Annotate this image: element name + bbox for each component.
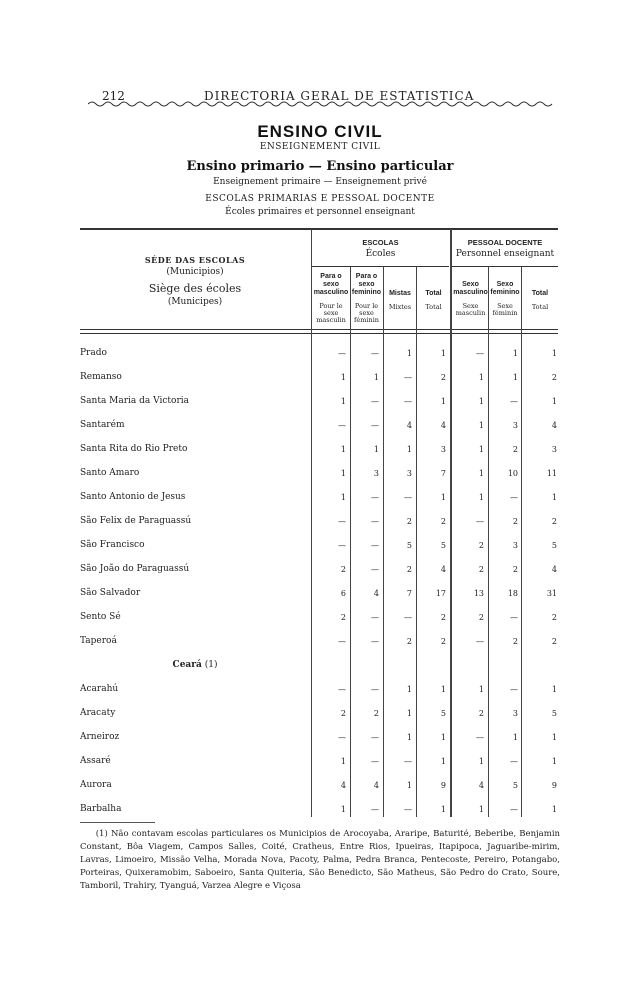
row-municipio-name: Prado [80, 348, 107, 358]
row-municipio-name: Assaré [80, 756, 111, 766]
table-cell: 1 [478, 805, 484, 814]
header-sede: SÉDE DAS ESCOLAS [144, 255, 246, 265]
row-municipio-name: Aracaty [80, 708, 116, 718]
header-siege: Siège des écoles [148, 282, 242, 295]
table-cell: 4 [478, 781, 484, 790]
table-cell: 1 [340, 757, 346, 766]
col-header-masc: Para o sexo masculino Pour le sexe masculin [313, 273, 349, 324]
table-cell: — [404, 373, 412, 382]
table-cell: — [371, 757, 379, 766]
row-municipio-name: Barbalha [80, 804, 122, 814]
footnote-text: Não contavam escolas particulares os Municipios de Arocoyaba, Araripe, Baturité, Beberibe, Benjamin Constant, Bôa Viagem, Campos Salles, Coité, Cratheus, Entre Rios, Ipueiras, Itapipoca, Jaguaribe-mirim, Lavras, Limoeiro, Missão Velha, Morada Nova, Pacoty, Palma, Pedra Branca, Pentecoste, Pereiro, Potangabo, Porteiras, Quixeramobim, Saboeiro, Santa Quiteria, São Benedicto, São Matheus, São Pedro do Crato, Soure, Tamboril, Trahiry, Tyanguá, Varzea Alegre e Viçosa [80, 829, 561, 891]
table-cell: 2 [406, 565, 412, 574]
table-cell: 2 [551, 637, 557, 646]
table-cell: 2 [478, 541, 484, 550]
table-cell: 4 [340, 781, 346, 790]
header-bottom-rule [80, 329, 558, 330]
table-cell: 9 [551, 781, 557, 790]
table-cell: 1 [478, 685, 484, 694]
table-cell: 4 [551, 421, 557, 430]
table-cell: 2 [512, 517, 518, 526]
table-cell: 5 [440, 709, 446, 718]
table-cell: — [404, 805, 412, 814]
table-cell: 5 [551, 541, 557, 550]
table-cell: 1 [440, 685, 446, 694]
table-cell: 13 [473, 589, 484, 598]
table-cell: 2 [551, 613, 557, 622]
table-cell: 2 [373, 709, 379, 718]
table-cell: 1 [551, 733, 557, 742]
col-header-pessoal-total: Total Total [531, 290, 549, 311]
main-title-fr: ENSEIGNEMENT CIVIL [259, 142, 381, 152]
header-pessoal: PESSOAL DOCENTE [467, 238, 543, 247]
table-cell: 1 [440, 733, 446, 742]
header-escolas: ESCOLAS [362, 238, 399, 247]
table-cell: — [371, 565, 379, 574]
table-cell: — [371, 541, 379, 550]
table-cell: 1 [478, 445, 484, 454]
table-cell: 9 [440, 781, 446, 790]
table-cell: 6 [340, 589, 346, 598]
table-cell: — [371, 421, 379, 430]
table-cell: 1 [440, 805, 446, 814]
col-header-total: Total Total [425, 290, 442, 311]
table-cell: 2 [340, 565, 346, 574]
table-cell: 5 [551, 709, 557, 718]
table-cell: — [338, 517, 346, 526]
table-cell: 17 [435, 589, 446, 598]
table-cell: — [476, 733, 484, 742]
running-title: DIRECTORIA GERAL DE ESTATISTICA [204, 89, 475, 103]
main-title: ENSINO CIVIL [257, 122, 383, 141]
table-cell: 1 [340, 469, 346, 478]
footnote-mark: (1) [95, 829, 108, 839]
table-cell: 2 [512, 637, 518, 646]
footnote-rule [80, 822, 155, 823]
table-cell: — [510, 613, 518, 622]
row-municipio-name: Aurora [80, 780, 112, 790]
table-cell: 2 [478, 565, 484, 574]
col-header-pessoal-masc: Sexo masculino Sexe masculin [453, 281, 488, 317]
table-top-rule [80, 228, 558, 230]
table-cell: 2 [340, 709, 346, 718]
table-cell: 1 [512, 733, 518, 742]
table-cell: 4 [551, 565, 557, 574]
table-cell: 2 [478, 613, 484, 622]
footnote [80, 828, 560, 893]
table-cell: 1 [340, 493, 346, 502]
table-cell: — [476, 517, 484, 526]
header-bottom-rule-2 [80, 333, 558, 334]
table-cell: 1 [340, 397, 346, 406]
row-municipio-name: Remanso [80, 372, 122, 382]
table-cell: 2 [478, 709, 484, 718]
group-rule-pessoal [452, 266, 558, 267]
table-cell: 10 [507, 469, 518, 478]
table-cell: 1 [440, 493, 446, 502]
row-municipio-name: São Francisco [80, 540, 145, 550]
table-cell: 3 [512, 541, 518, 550]
table-cell: 1 [340, 805, 346, 814]
table-cell: — [338, 685, 346, 694]
table-cell: 1 [551, 397, 557, 406]
table-cell: 1 [551, 349, 557, 358]
table-title: ESCOLAS PRIMARIAS E PESSOAL DOCENTE [205, 194, 435, 204]
table-cell: — [371, 517, 379, 526]
row-municipio-name: São Felix de Paraguassú [80, 516, 192, 526]
row-municipio-name: Acarahú [80, 684, 119, 694]
table-cell: 1 [440, 397, 446, 406]
table-cell: 1 [478, 757, 484, 766]
table-cell: — [371, 349, 379, 358]
header-pessoal-fr: Personnel enseignant [455, 249, 555, 259]
table-cell: 2 [512, 565, 518, 574]
table-cell: 1 [340, 445, 346, 454]
table-cell: — [510, 493, 518, 502]
table-cell: 1 [551, 805, 557, 814]
table-cell: — [371, 733, 379, 742]
table-cell: 5 [440, 541, 446, 550]
table-cell: 2 [440, 373, 446, 382]
table-cell: 2 [340, 613, 346, 622]
table-cell: — [404, 493, 412, 502]
table-cell: 2 [440, 517, 446, 526]
table-cell: 2 [406, 517, 412, 526]
table-cell: 1 [340, 373, 346, 382]
table-cell: 1 [551, 685, 557, 694]
group-rule-escolas [311, 266, 449, 267]
table-cell: 1 [373, 373, 379, 382]
table-cell: 3 [373, 469, 379, 478]
table-cell: 3 [406, 469, 412, 478]
table-cell: — [404, 613, 412, 622]
table-cell: 1 [406, 733, 412, 742]
table-cell: 1 [440, 757, 446, 766]
table-cell: 2 [440, 613, 446, 622]
table-cell: 1 [512, 373, 518, 382]
subtitle: Ensino primario — Ensino particular [186, 159, 454, 174]
table-cell: 1 [406, 349, 412, 358]
col-header-fem: Para o sexo feminino Pour le sexe féminin [351, 273, 382, 324]
table-cell: 5 [512, 781, 518, 790]
table-cell: 1 [478, 469, 484, 478]
table-cell: 31 [546, 589, 557, 598]
row-municipio-name: Santa Maria da Victoria [80, 396, 189, 406]
table-cell: 1 [478, 421, 484, 430]
row-municipio-name: Santarém [80, 420, 125, 430]
table-cell: 2 [551, 517, 557, 526]
table-cell: 4 [440, 565, 446, 574]
row-municipio-name: Santo Antonio de Jesus [80, 492, 186, 502]
table-cell: 1 [406, 445, 412, 454]
table-cell: — [338, 541, 346, 550]
row-municipio-name: Santa Rita do Rio Preto [80, 444, 188, 454]
table-cell: 1 [406, 709, 412, 718]
table-cell: — [338, 349, 346, 358]
row-municipio-name: São João do Paraguassú [80, 564, 190, 574]
col-sep [450, 229, 452, 817]
page-number: 212 [102, 89, 125, 103]
table-cell: — [510, 805, 518, 814]
table-title-fr: Écoles primaires et personnel enseignant [225, 207, 415, 217]
table-cell: — [476, 349, 484, 358]
table-cell: 1 [512, 349, 518, 358]
table-cell: — [371, 493, 379, 502]
row-municipio-name: Santo Amaro [80, 468, 140, 478]
section-heading-ceara: Ceará (1) [172, 660, 218, 670]
table-cell: 1 [551, 757, 557, 766]
table-cell: — [371, 637, 379, 646]
table-cell: 2 [512, 445, 518, 454]
table-cell: — [510, 397, 518, 406]
table-cell: 18 [507, 589, 518, 598]
table-cell: — [371, 613, 379, 622]
table-cell: 1 [373, 445, 379, 454]
table-cell: 1 [406, 685, 412, 694]
table-cell: 3 [551, 445, 557, 454]
table-cell: — [371, 805, 379, 814]
table-cell: — [338, 421, 346, 430]
table-cell: 7 [440, 469, 446, 478]
header-escolas-fr: Écoles [365, 249, 396, 259]
table-cell: 1 [406, 781, 412, 790]
table-cell: 1 [478, 493, 484, 502]
subtitle-fr: Enseignement primaire — Enseignement privé [213, 177, 427, 187]
row-municipio-name: Sento Sé [80, 612, 121, 622]
table-cell: 4 [440, 421, 446, 430]
table-cell: 3 [512, 421, 518, 430]
table-cell: — [371, 397, 379, 406]
table-cell: 1 [478, 397, 484, 406]
table-cell: 3 [512, 709, 518, 718]
header-municipes: (Municipes) [167, 297, 223, 307]
table-cell: — [338, 733, 346, 742]
table-cell: — [371, 685, 379, 694]
table-cell: 11 [546, 469, 557, 478]
table-cell: 5 [406, 541, 412, 550]
table-cell: 3 [440, 445, 446, 454]
table-cell: — [404, 397, 412, 406]
table-cell: 1 [551, 493, 557, 502]
col-sep [311, 229, 312, 817]
table-cell: — [476, 637, 484, 646]
table-cell: — [338, 637, 346, 646]
table-cell: 2 [440, 637, 446, 646]
table-cell: 1 [440, 349, 446, 358]
decorative-wave-rule [88, 100, 558, 108]
header-municipios: (Municipios) [166, 267, 224, 277]
row-municipio-name: São Salvador [80, 588, 141, 598]
col-header-mistas: Mistas Mixtes [388, 290, 412, 311]
table-cell: 2 [406, 637, 412, 646]
table-cell: — [404, 757, 412, 766]
table-cell: 4 [373, 589, 379, 598]
table-cell: 1 [478, 373, 484, 382]
col-header-pessoal-fem: Sexo feminino Sexe féminin [490, 281, 520, 317]
row-municipio-name: Arneiroz [80, 732, 120, 742]
table-cell: 7 [406, 589, 412, 598]
table-cell: 4 [406, 421, 412, 430]
table-cell: — [510, 757, 518, 766]
table-cell: — [510, 685, 518, 694]
table-cell: 4 [373, 781, 379, 790]
col-sep [521, 267, 522, 817]
row-municipio-name: Taperoá [80, 636, 117, 646]
table-cell: 2 [551, 373, 557, 382]
